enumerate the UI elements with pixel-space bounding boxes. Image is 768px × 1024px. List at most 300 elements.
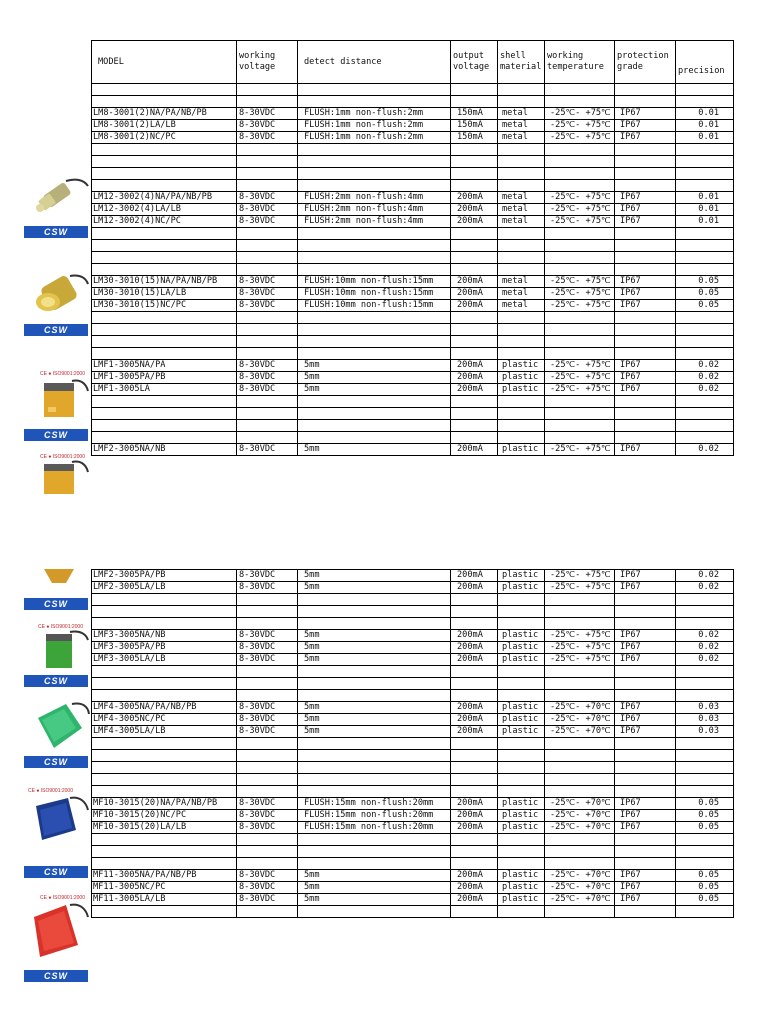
brand-logo: CSW [24, 226, 88, 238]
cell-output: 200mA [451, 702, 498, 714]
cell-model: LM12-3002(4)NA/PA/NB/PB [92, 192, 237, 204]
cell-material: plastic [498, 570, 545, 582]
cell-distance: 5mm [298, 726, 451, 738]
cell-temperature: -25℃- +75℃ [545, 132, 615, 144]
cell-material: metal [498, 108, 545, 120]
table-row [92, 654, 734, 666]
svg-text:CE ● ISO9001:2000: CE ● ISO9001:2000 [40, 454, 85, 460]
cell-grade: IP67 [615, 360, 676, 372]
cell-precision: 0.01 [676, 132, 734, 144]
cell-output: 200mA [451, 870, 498, 882]
cell-precision: 0.05 [676, 894, 734, 906]
cell-distance: FLUSH:2mm non-flush:4mm [298, 192, 451, 204]
empty-row [92, 420, 734, 432]
cell-voltage: 8-30VDC [237, 360, 298, 372]
cell-model: LMF2-3005PA/PB [92, 570, 237, 582]
cell-temperature: -25℃- +75℃ [545, 372, 615, 384]
cell-output: 200mA [451, 582, 498, 594]
cell-grade: IP67 [615, 798, 676, 810]
cell-temperature: -25℃- +75℃ [545, 300, 615, 312]
empty-row [92, 606, 734, 618]
cell-output: 150mA [451, 120, 498, 132]
table-row [92, 384, 734, 396]
cell-grade: IP67 [615, 882, 676, 894]
table-row [92, 630, 734, 642]
cell-voltage: 8-30VDC [237, 630, 298, 642]
empty-row [92, 594, 734, 606]
spec-table-page1 [91, 40, 734, 456]
cell-grade: IP67 [615, 288, 676, 300]
cell-temperature: -25℃- +75℃ [545, 108, 615, 120]
cell-voltage: 8-30VDC [237, 444, 298, 456]
cell-output: 200mA [451, 714, 498, 726]
cell-model: LM8-3001(2)LA/LB [92, 120, 237, 132]
cell-temperature: -25℃- +75℃ [545, 444, 615, 456]
empty-row [92, 84, 734, 96]
brand-logo: CSW [24, 866, 88, 878]
cell-distance: FLUSH:2mm non-flush:4mm [298, 204, 451, 216]
brand-logo: CSW [24, 970, 88, 982]
header-output: output voltage [451, 41, 498, 84]
header-model: MODEL [92, 41, 237, 84]
cell-model: MF11-3005NC/PC [92, 882, 237, 894]
cell-voltage: 8-30VDC [237, 132, 298, 144]
cell-model: LMF3-3005NA/NB [92, 630, 237, 642]
sensor-image-lmf3 [26, 620, 90, 672]
brand-logo: CSW [24, 429, 88, 441]
empty-row [92, 156, 734, 168]
cell-voltage: 8-30VDC [237, 108, 298, 120]
cell-voltage: 8-30VDC [237, 582, 298, 594]
cell-temperature: -25℃- +70℃ [545, 798, 615, 810]
cell-precision: 0.05 [676, 810, 734, 822]
table-row [92, 822, 734, 834]
table-row [92, 192, 734, 204]
cell-material: metal [498, 132, 545, 144]
cell-distance: 5mm [298, 372, 451, 384]
cell-material: metal [498, 204, 545, 216]
cell-precision: 0.01 [676, 204, 734, 216]
empty-row [92, 264, 734, 276]
cell-grade: IP67 [615, 642, 676, 654]
cell-output: 200mA [451, 726, 498, 738]
table-row [92, 570, 734, 582]
empty-row [92, 618, 734, 630]
sensor-image-lmf2-continued [26, 569, 90, 595]
svg-text:CE ● ISO9001:2000: CE ● ISO9001:2000 [38, 624, 83, 630]
table-row [92, 288, 734, 300]
cell-distance: 5mm [298, 630, 451, 642]
cell-temperature: -25℃- +70℃ [545, 702, 615, 714]
cell-output: 150mA [451, 132, 498, 144]
cell-output: 200mA [451, 192, 498, 204]
cell-output: 150mA [451, 108, 498, 120]
brand-logo: CSW [24, 675, 88, 687]
cell-temperature: -25℃- +75℃ [545, 630, 615, 642]
cell-output: 200mA [451, 372, 498, 384]
cell-distance: 5mm [298, 654, 451, 666]
cell-material: plastic [498, 822, 545, 834]
table-row [92, 120, 734, 132]
empty-row [92, 432, 734, 444]
cell-voltage: 8-30VDC [237, 894, 298, 906]
cell-output: 200mA [451, 570, 498, 582]
cell-output: 200mA [451, 444, 498, 456]
cell-output: 200mA [451, 276, 498, 288]
cell-voltage: 8-30VDC [237, 570, 298, 582]
header-row [92, 41, 734, 84]
sensor-image-lmf4 [26, 698, 90, 754]
cell-temperature: -25℃- +75℃ [545, 384, 615, 396]
cell-precision: 0.01 [676, 192, 734, 204]
cell-model: LMF3-3005LA/LB [92, 654, 237, 666]
empty-row [92, 786, 734, 798]
cell-model: LM30-3010(15)NC/PC [92, 300, 237, 312]
cell-model: MF11-3005NA/PA/NB/PB [92, 870, 237, 882]
cell-grade: IP67 [615, 870, 676, 882]
empty-row [92, 678, 734, 690]
cell-temperature: -25℃- +70℃ [545, 882, 615, 894]
cell-voltage: 8-30VDC [237, 714, 298, 726]
cell-output: 200mA [451, 798, 498, 810]
cell-precision: 0.05 [676, 300, 734, 312]
empty-row [92, 858, 734, 870]
cell-output: 200mA [451, 216, 498, 228]
cell-model: LMF1-3005NA/PA [92, 360, 237, 372]
sensor-image-lmf2 [26, 450, 90, 494]
cell-material: plastic [498, 810, 545, 822]
cell-voltage: 8-30VDC [237, 726, 298, 738]
cell-precision: 0.05 [676, 288, 734, 300]
table-row [92, 642, 734, 654]
empty-row [92, 690, 734, 702]
cell-temperature: -25℃- +75℃ [545, 654, 615, 666]
cell-distance: 5mm [298, 714, 451, 726]
cell-material: plastic [498, 714, 545, 726]
cell-output: 200mA [451, 288, 498, 300]
table-row [92, 882, 734, 894]
header-voltage: working voltage [237, 41, 298, 84]
empty-row [92, 666, 734, 678]
cell-output: 200mA [451, 810, 498, 822]
cell-model: MF10-3015(20)LA/LB [92, 822, 237, 834]
cell-model: MF10-3015(20)NC/PC [92, 810, 237, 822]
cell-model: LMF1-3005PA/PB [92, 372, 237, 384]
svg-text:CE ● ISO9001:2000: CE ● ISO9001:2000 [40, 371, 85, 377]
cell-precision: 0.05 [676, 276, 734, 288]
cell-distance: 5mm [298, 444, 451, 456]
cell-voltage: 8-30VDC [237, 288, 298, 300]
cell-distance: 5mm [298, 570, 451, 582]
sensor-image-lm12 [26, 176, 90, 222]
table-row [92, 216, 734, 228]
empty-row [92, 228, 734, 240]
cell-output: 200mA [451, 630, 498, 642]
cell-distance: 5mm [298, 870, 451, 882]
table-row [92, 276, 734, 288]
cell-grade: IP67 [615, 894, 676, 906]
cell-grade: IP67 [615, 582, 676, 594]
cell-voltage: 8-30VDC [237, 798, 298, 810]
cell-temperature: -25℃- +75℃ [545, 204, 615, 216]
sensor-image-lmf1 [26, 367, 90, 425]
cell-material: plastic [498, 702, 545, 714]
cell-output: 200mA [451, 360, 498, 372]
cell-grade: IP67 [615, 702, 676, 714]
cell-voltage: 8-30VDC [237, 300, 298, 312]
cell-model: LMF4-3005NC/PC [92, 714, 237, 726]
cell-grade: IP67 [615, 120, 676, 132]
empty-row [92, 738, 734, 750]
cell-distance: 5mm [298, 894, 451, 906]
cell-temperature: -25℃- +75℃ [545, 276, 615, 288]
cell-precision: 0.01 [676, 120, 734, 132]
cell-model: LM30-3010(15)LA/LB [92, 288, 237, 300]
cell-material: metal [498, 216, 545, 228]
table-row [92, 582, 734, 594]
cell-precision: 0.02 [676, 360, 734, 372]
cell-model: LM8-3001(2)NA/PA/NB/PB [92, 108, 237, 120]
table-row [92, 204, 734, 216]
cell-precision: 0.02 [676, 630, 734, 642]
cell-voltage: 8-30VDC [237, 870, 298, 882]
cell-material: metal [498, 120, 545, 132]
cell-model: LMF1-3005LA [92, 384, 237, 396]
cell-temperature: -25℃- +75℃ [545, 642, 615, 654]
brand-logo: CSW [24, 598, 88, 610]
cell-grade: IP67 [615, 300, 676, 312]
table-row [92, 132, 734, 144]
cell-voltage: 8-30VDC [237, 702, 298, 714]
cell-precision: 0.02 [676, 384, 734, 396]
cell-material: plastic [498, 444, 545, 456]
cell-model: MF11-3005LA/LB [92, 894, 237, 906]
cell-precision: 0.02 [676, 444, 734, 456]
header-material: shell material [498, 41, 545, 84]
cell-output: 200mA [451, 384, 498, 396]
cell-material: plastic [498, 372, 545, 384]
cell-material: plastic [498, 894, 545, 906]
spec-table-page2 [91, 569, 734, 918]
header-precision: precision [676, 41, 734, 84]
cell-grade: IP67 [615, 822, 676, 834]
table-row [92, 360, 734, 372]
cell-precision: 0.02 [676, 372, 734, 384]
cell-grade: IP67 [615, 192, 676, 204]
cell-model: LM8-3001(2)NC/PC [92, 132, 237, 144]
empty-row [92, 324, 734, 336]
cell-model: LMF4-3005LA/LB [92, 726, 237, 738]
table-row [92, 714, 734, 726]
cell-precision: 0.03 [676, 702, 734, 714]
cell-distance: FLUSH:1mm non-flush:2mm [298, 132, 451, 144]
cell-temperature: -25℃- +75℃ [545, 288, 615, 300]
cell-distance: FLUSH:15mm non-flush:20mm [298, 798, 451, 810]
cell-voltage: 8-30VDC [237, 822, 298, 834]
cell-grade: IP67 [615, 384, 676, 396]
cell-voltage: 8-30VDC [237, 204, 298, 216]
cell-grade: IP67 [615, 276, 676, 288]
header-distance: detect distance [298, 41, 451, 84]
cell-material: metal [498, 276, 545, 288]
empty-row [92, 312, 734, 324]
empty-row [92, 168, 734, 180]
cell-precision: 0.02 [676, 570, 734, 582]
empty-row [92, 144, 734, 156]
cell-temperature: -25℃- +70℃ [545, 810, 615, 822]
cell-model: LMF3-3005PA/PB [92, 642, 237, 654]
cell-temperature: -25℃- +70℃ [545, 726, 615, 738]
cell-precision: 0.01 [676, 216, 734, 228]
empty-row [92, 336, 734, 348]
cell-distance: 5mm [298, 384, 451, 396]
cell-precision: 0.05 [676, 870, 734, 882]
cell-distance: FLUSH:15mm non-flush:20mm [298, 810, 451, 822]
cell-temperature: -25℃- +75℃ [545, 582, 615, 594]
cell-model: LM12-3002(4)NC/PC [92, 216, 237, 228]
cell-material: plastic [498, 630, 545, 642]
cell-output: 200mA [451, 822, 498, 834]
cell-voltage: 8-30VDC [237, 192, 298, 204]
cell-voltage: 8-30VDC [237, 654, 298, 666]
brand-logo: CSW [24, 756, 88, 768]
cell-grade: IP67 [615, 654, 676, 666]
cell-output: 200mA [451, 642, 498, 654]
table-row [92, 108, 734, 120]
cell-distance: FLUSH:10mm non-flush:15mm [298, 288, 451, 300]
cell-distance: 5mm [298, 642, 451, 654]
cell-voltage: 8-30VDC [237, 882, 298, 894]
cell-precision: 0.03 [676, 714, 734, 726]
cell-output: 200mA [451, 882, 498, 894]
cell-grade: IP67 [615, 132, 676, 144]
table-row [92, 702, 734, 714]
empty-row [92, 348, 734, 360]
cell-distance: FLUSH:10mm non-flush:15mm [298, 276, 451, 288]
cell-model: LMF4-3005NA/PA/NB/PB [92, 702, 237, 714]
cell-temperature: -25℃- +70℃ [545, 870, 615, 882]
cell-distance: FLUSH:10mm non-flush:15mm [298, 300, 451, 312]
cell-voltage: 8-30VDC [237, 642, 298, 654]
cell-temperature: -25℃- +75℃ [545, 192, 615, 204]
cell-voltage: 8-30VDC [237, 216, 298, 228]
empty-row [92, 396, 734, 408]
cell-material: plastic [498, 654, 545, 666]
table-row [92, 372, 734, 384]
cell-precision: 0.05 [676, 822, 734, 834]
cell-grade: IP67 [615, 714, 676, 726]
cell-grade: IP67 [615, 444, 676, 456]
sensor-image-mf11 [26, 889, 90, 965]
header-temperature: working temperature [545, 41, 615, 84]
cell-distance: 5mm [298, 360, 451, 372]
cell-model: LMF2-3005LA/LB [92, 582, 237, 594]
cell-model: LM30-3010(15)NA/PA/NB/PB [92, 276, 237, 288]
cell-grade: IP67 [615, 726, 676, 738]
cell-temperature: -25℃- +75℃ [545, 360, 615, 372]
cell-precision: 0.02 [676, 642, 734, 654]
cell-temperature: -25℃- +70℃ [545, 714, 615, 726]
cell-material: metal [498, 192, 545, 204]
cell-precision: 0.02 [676, 582, 734, 594]
cell-voltage: 8-30VDC [237, 120, 298, 132]
cell-temperature: -25℃- +75℃ [545, 570, 615, 582]
cell-temperature: -25℃- +75℃ [545, 120, 615, 132]
cell-distance: FLUSH:1mm non-flush:2mm [298, 120, 451, 132]
cell-grade: IP67 [615, 108, 676, 120]
cell-material: plastic [498, 360, 545, 372]
cell-grade: IP67 [615, 570, 676, 582]
cell-distance: FLUSH:15mm non-flush:20mm [298, 822, 451, 834]
cell-material: plastic [498, 582, 545, 594]
cell-distance: FLUSH:1mm non-flush:2mm [298, 108, 451, 120]
cell-grade: IP67 [615, 204, 676, 216]
cell-temperature: -25℃- +70℃ [545, 822, 615, 834]
cell-material: plastic [498, 882, 545, 894]
cell-grade: IP67 [615, 216, 676, 228]
brand-logo: CSW [24, 324, 88, 336]
cell-material: plastic [498, 870, 545, 882]
cell-distance: FLUSH:2mm non-flush:4mm [298, 216, 451, 228]
cell-output: 200mA [451, 654, 498, 666]
cell-material: plastic [498, 726, 545, 738]
cell-material: metal [498, 288, 545, 300]
empty-row [92, 906, 734, 918]
cell-voltage: 8-30VDC [237, 810, 298, 822]
cell-output: 200mA [451, 894, 498, 906]
empty-row [92, 762, 734, 774]
empty-row [92, 750, 734, 762]
empty-row [92, 240, 734, 252]
empty-row [92, 96, 734, 108]
cell-distance: 5mm [298, 582, 451, 594]
cell-voltage: 8-30VDC [237, 384, 298, 396]
cell-material: plastic [498, 384, 545, 396]
cell-voltage: 8-30VDC [237, 276, 298, 288]
svg-text:CE ● ISO9001:2000: CE ● ISO9001:2000 [28, 788, 73, 794]
cell-model: LMF2-3005NA/NB [92, 444, 237, 456]
cell-material: plastic [498, 798, 545, 810]
cell-distance: 5mm [298, 882, 451, 894]
header-grade: protection grade [615, 41, 676, 84]
table-row [92, 444, 734, 456]
cell-voltage: 8-30VDC [237, 372, 298, 384]
table-row [92, 894, 734, 906]
cell-output: 200mA [451, 204, 498, 216]
sensor-image-lm30 [26, 272, 90, 320]
cell-precision: 0.02 [676, 654, 734, 666]
cell-temperature: -25℃- +70℃ [545, 894, 615, 906]
cell-model: LM12-3002(4)LA/LB [92, 204, 237, 216]
cell-precision: 0.05 [676, 882, 734, 894]
svg-text:CE ● ISO9001:2000: CE ● ISO9001:2000 [40, 895, 85, 901]
table-row [92, 870, 734, 882]
empty-row [92, 846, 734, 858]
cell-distance: 5mm [298, 702, 451, 714]
cell-grade: IP67 [615, 810, 676, 822]
table-row [92, 300, 734, 312]
sensor-image-mf10 [26, 784, 90, 848]
cell-grade: IP67 [615, 372, 676, 384]
empty-row [92, 834, 734, 846]
table-row [92, 798, 734, 810]
cell-output: 200mA [451, 300, 498, 312]
cell-material: plastic [498, 642, 545, 654]
cell-temperature: -25℃- +75℃ [545, 216, 615, 228]
cell-precision: 0.01 [676, 108, 734, 120]
cell-grade: IP67 [615, 630, 676, 642]
cell-precision: 0.05 [676, 798, 734, 810]
